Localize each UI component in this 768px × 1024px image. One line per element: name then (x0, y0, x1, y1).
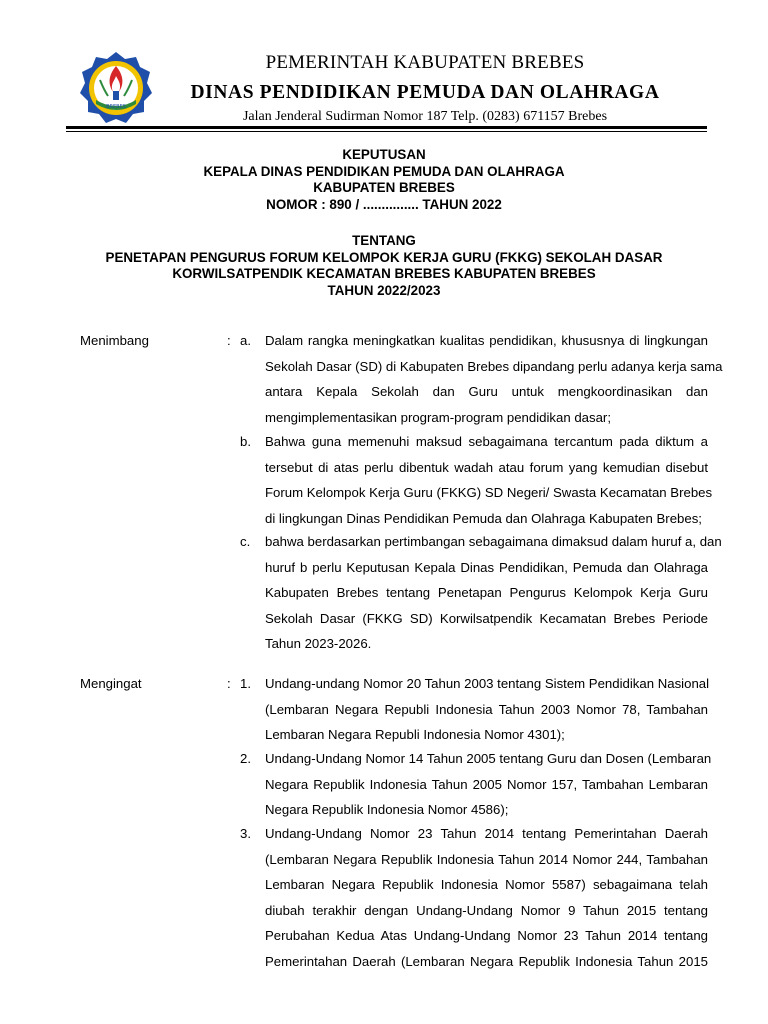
item-line: di lingkungan Dinas Pendidikan Pemuda dan Olahraga Kabupaten Brebes; (265, 510, 702, 526)
item-line: Sekolah Dasar (FKKG SD) Korwilsatpendik Kecamatan Brebes Periode (265, 610, 708, 626)
item-line: Undang-undang Nomor 20 Tahun 2003 tentang Sistem Pendidikan Nasional (265, 676, 710, 691)
item-line: (Lembaran Negara Republi Indonesia Tahun 2003 Nomor 78, Tambahan (265, 701, 708, 717)
menimbang-colon: : (227, 333, 231, 348)
letterhead-government: PEMERINTAH KABUPATEN BREBES (265, 52, 585, 73)
item-line: Dalam rangka meningkatkan kualitas pendidikan, khususnya di lingkungan (265, 333, 708, 348)
decree-line: KABUPATEN BREBES (313, 180, 455, 195)
menimbang-label: Menimbang (80, 333, 149, 348)
item-line: Negara Republik Indonesia Tahun 2005 Nomor 157, Tambahan Lembaran (265, 776, 708, 792)
item-line: Kabupaten Brebes tentang Penetapan Pengurus Kelompok Kerja Guru (265, 585, 708, 600)
subject-line: TAHUN 2022/2023 (327, 282, 441, 298)
subject-line: TENTANG (352, 233, 416, 248)
item-line: huruf b perlu Keputusan Kepala Dinas Pendidikan, Pemuda dan Olahraga (265, 559, 708, 575)
item-line: Sekolah Dasar (SD) di Kabupaten Brebes dipandang perlu adanya kerja sama (265, 358, 723, 374)
letterhead-rule-thick (66, 126, 707, 129)
subject-line: KORWILSATPENDIK KECAMATAN BREBES KABUPATEN BREBES (172, 266, 596, 281)
item-line: Tahun 2023-2026. (265, 636, 372, 651)
item-line: tersebut di atas perlu dibentuk wadah atau forum yang kemudian disebut (265, 459, 708, 475)
item-line: mengimplementasikan program-program pendidikan dasar; (265, 409, 611, 425)
decree-line: KEPUTUSAN (342, 147, 426, 162)
subject-line: PENETAPAN PENGURUS FORUM KELOMPOK KERJA GURU (FKKG) SEKOLAH DASAR (105, 249, 663, 265)
mengingat-colon: : (227, 676, 231, 691)
letterhead-agency: DINAS PENDIDIKAN PEMUDA DAN OLAHRAGA (190, 82, 660, 103)
item-line: Lembaran Negara Republik Indonesia Nomor 5587) sebagaimana telah (265, 877, 708, 892)
mengingat-label: Mengingat (80, 676, 142, 691)
brebes-regency-logo (78, 50, 154, 126)
mengingat-item (240, 671, 708, 748)
item-line: Bahwa guna memenuhi maksud sebagaimana tercantum pada diktum a (265, 434, 708, 449)
item-line: bahwa berdasarkan pertimbangan sebagaimana dimaksud dalam huruf a, dan (265, 534, 722, 549)
item-line: Lembaran Negara Republi Indonesia Nomor 4301); (265, 727, 565, 742)
item-marker: b. (240, 434, 251, 449)
item-line: antara Kepala Sekolah dan Guru untuk mengkoordinasikan dan (265, 384, 708, 399)
decree-title (60, 147, 708, 213)
item-marker: c. (240, 534, 251, 549)
decree-subject (60, 233, 708, 299)
menimbang-item (240, 328, 723, 430)
item-line: Undang-Undang Nomor 23 Tahun 2014 tentang Pemerintahan Daerah (265, 826, 708, 841)
mengingat-item (240, 746, 712, 823)
item-marker: 3. (240, 826, 251, 841)
letterhead-rule-thin (66, 131, 707, 132)
item-marker: 1. (240, 676, 251, 691)
letterhead-address: Jalan Jenderal Sudirman Nomor 187 Telp. (0283) 671157 Brebes (242, 109, 608, 124)
menimbang-item (240, 429, 713, 531)
item-line: (Lembaran Negara Republik Indonesia Tahun 2014 Nomor 244, Tambahan (265, 851, 708, 867)
menimbang-item (240, 529, 722, 657)
item-marker: 2. (240, 751, 251, 766)
item-line: Forum Kelompok Kerja Guru (FKKG) SD Negeri/ Swasta Kecamatan Brebes (265, 485, 713, 500)
item-line: Perubahan Kedua Atas Undang-Undang Nomor 23 Tahun 2014 tentang (265, 928, 708, 943)
logo-text: BREBES (106, 104, 126, 110)
item-line: diubah terakhir dengan Undang-Undang Nomor 9 Tahun 2015 tentang (265, 902, 708, 918)
decree-line: KEPALA DINAS PENDIDIKAN PEMUDA DAN OLAHRAGA (203, 163, 565, 179)
item-line: Undang-Undang Nomor 14 Tahun 2005 tentang Guru dan Dosen (Lembaran (265, 751, 712, 766)
item-marker: a. (240, 333, 251, 348)
mengingat-item (240, 821, 708, 974)
item-line: Pemerintahan Daerah (Lembaran Negara Republik Indonesia Tahun 2015 (265, 953, 708, 969)
decree-number: NOMOR : 890 / ............... TAHUN 2022 (266, 196, 502, 212)
item-line: Negara Republik Indonesia Nomor 4586); (265, 802, 509, 817)
